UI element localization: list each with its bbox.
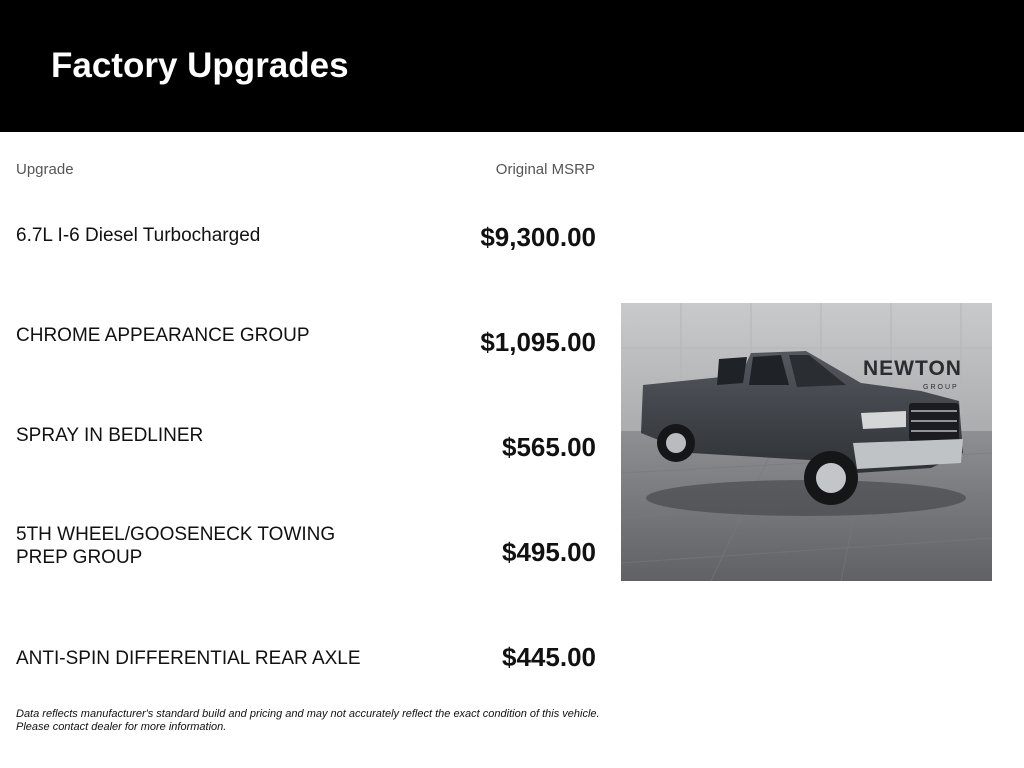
truck-photo	[621, 303, 992, 581]
upgrade-name: SPRAY IN BEDLINER	[16, 425, 204, 446]
upgrade-name: ANTI-SPIN DIFFERENTIAL REAR AXLE	[16, 648, 361, 669]
dealer-logo-text: NEWTON	[863, 357, 962, 380]
upgrade-name: 5TH WHEEL/GOOSENECK TOWING PREP GROUP	[16, 524, 336, 568]
upgrade-price: $1,095.00	[480, 327, 596, 357]
column-header-upgrade: Upgrade	[16, 161, 74, 178]
upgrade-price: $565.00	[502, 432, 596, 462]
page-title: Factory Upgrades	[51, 46, 349, 85]
dealer-logo-subtext: GROUP	[923, 384, 959, 391]
page-header	[0, 0, 1024, 132]
disclaimer-text: Data reflects manufacturer's standard build and pricing and may not accurately reflect the exact condition of this vehicle. Please contact dealer for more information.	[16, 708, 600, 733]
upgrade-price: $445.00	[502, 642, 596, 672]
upgrade-name: 6.7L I-6 Diesel Turbocharged	[16, 225, 261, 246]
upgrade-price: $495.00	[502, 537, 596, 567]
upgrade-price: $9,300.00	[480, 222, 596, 252]
column-header-msrp: Original MSRP	[495, 161, 595, 178]
upgrade-name: CHROME APPEARANCE GROUP	[16, 325, 310, 346]
